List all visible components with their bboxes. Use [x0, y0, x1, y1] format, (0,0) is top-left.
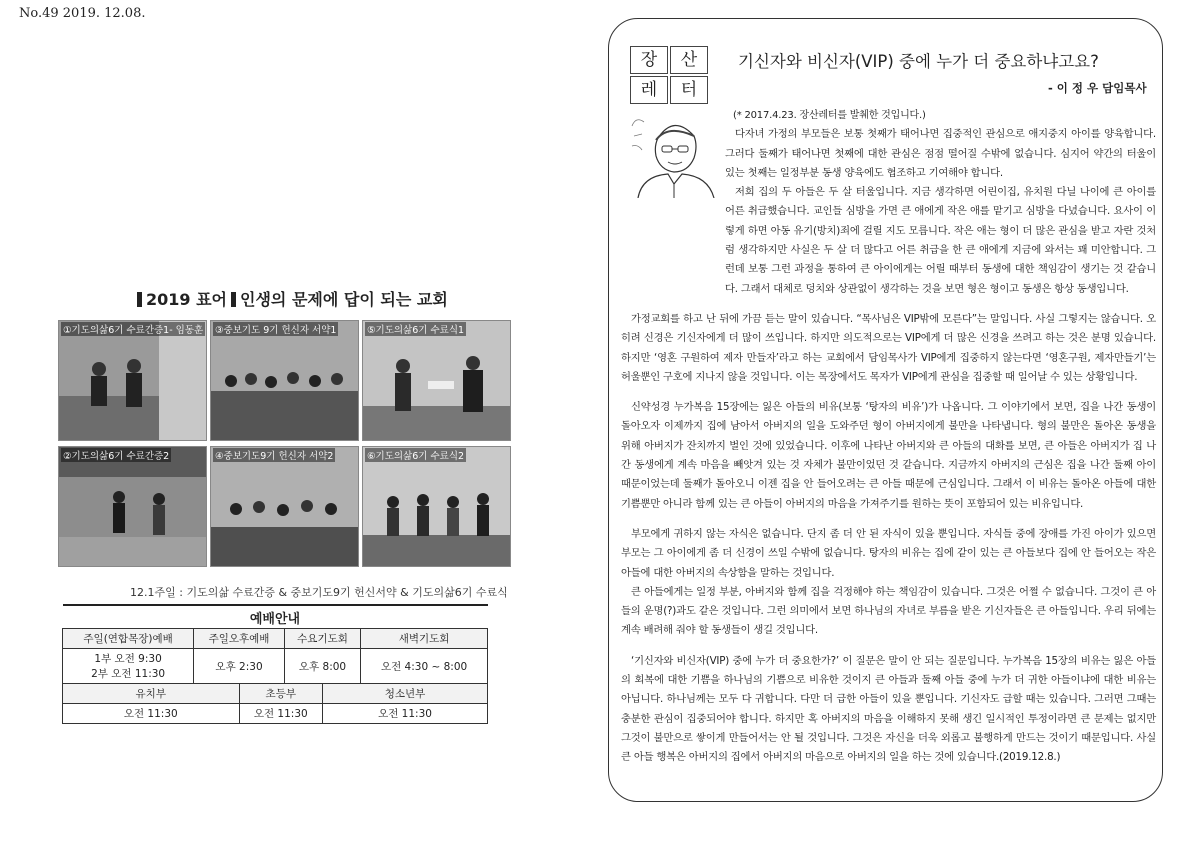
- time-second-service: 2부 오전 11:30: [91, 668, 166, 680]
- photo-3-caption: ⑤기도의삶6기 수료식1: [365, 322, 466, 336]
- photo-5: [210, 446, 359, 567]
- time-wednesday-prayer: 오후 8:00: [284, 649, 360, 684]
- yearly-motto: [133, 287, 448, 310]
- photo-1-caption: ①기도의삶6기 수료간증1- 임동훈: [61, 322, 205, 336]
- letter-badge: [630, 46, 718, 104]
- schedule-time-row-1: [63, 649, 488, 684]
- time-dawn-prayer: 오전 4:30 ~ 8:00: [361, 649, 488, 684]
- photo-1-image: [59, 321, 207, 441]
- badge-char-2: 산: [670, 46, 708, 74]
- badge-char-3: 레: [630, 76, 668, 104]
- label-elementary: 초등부: [239, 684, 323, 704]
- photo-6-image: [363, 447, 511, 567]
- schedule-title: 예배안내: [63, 605, 488, 629]
- badge-char-1: 장: [630, 46, 668, 74]
- label-sunday-afternoon: 주일오후예배: [194, 629, 285, 649]
- schedule-label-row-1: [63, 629, 488, 649]
- photo-2-image: [211, 321, 359, 441]
- photo-4-image: [59, 447, 207, 567]
- paragraph-2: 저희 집의 두 아들은 두 살 터울입니다. 지금 생각하면 어린이집, 유치원 다닐 나이에 큰 아이를 어른 취급했습니다. 교인들 심방을 가면 큰 애에게 작은 애를 맡기고 심방을 다녔습니다. 요사이 이렇게 하면 아동 유기(방치)죄에 걸릴 지도 모릅니다. 작은 애는 형이 더 많은 관심을 받고 자란 것처럼 생각하지만 사실은 두 살 더 많다고 어른 취급을 한 큰 애에게 지금에 와서는 꽤 미안합니다. 그런데 보통 그런 과정을 통하여 큰 아이에게는 어릴 때부터 동생에 대한 책임감이 생기는 것 같습니다. 그래서 대체로 덩치와 상관없이 생각하는 것을 보면 형은 형이고 동생은 항상 동생입니다.: [725, 186, 1156, 295]
- letter-body: [621, 106, 1156, 768]
- schedule-time-row-2: [63, 704, 488, 724]
- label-dawn-prayer: 새벽기도회: [361, 629, 488, 649]
- photo-2: [210, 320, 359, 441]
- worship-schedule-table: [62, 604, 488, 724]
- paragraph-gap: [621, 299, 1156, 310]
- label-kindergarten: 유치부: [63, 684, 240, 704]
- time-elementary: 오전 11:30: [239, 704, 323, 724]
- time-kindergarten: 오전 11:30: [63, 704, 240, 724]
- schedule-title-row: [63, 605, 488, 629]
- time-sunday-afternoon: 오후 2:30: [194, 649, 285, 684]
- label-sunday-service: 주일(연합목장)예배: [63, 629, 194, 649]
- schedule-label-row-2: [63, 684, 488, 704]
- label-wednesday-prayer: 수요기도회: [284, 629, 360, 649]
- photo-6: [362, 446, 511, 567]
- letter-note: (* 2017.4.23. 장산레터를 발췌한 것입니다.): [733, 110, 926, 121]
- paragraph-3: 가정교회를 하고 난 뒤에 가끔 듣는 말이 있습니다. “목사님은 VIP밖에 모른다”는 말입니다. 사실 그렇지는 않습니다. 오히려 신경은 기신자에게 더 많이 쓰입니다. 하지만 의도적으로는 VIP에게 더 많은 신경을 쓰려고 하는 것은 분명 있습니다. 하지만 ‘영혼 구원하여 제자 만들자’라고 하는 교회에서 담임목사가 VIP에게 집중하지 않는다면 ‘영혼구원, 제자만들기’는 허울뿐인 구호에 지나지 않을 것입니다. 이는 목장에서도 목자가 VIP에게 관심을 집중할 때 일어날 수 있는 상황입니다.: [621, 312, 1156, 383]
- photo-2-caption: ③중보기도 9기 헌신자 서약1: [213, 322, 338, 336]
- paragraph-5: 부모에게 귀하지 않는 자식은 없습니다. 단지 좀 더 안 된 자식이 있을 뿐입니다. 자식들 중에 장애를 가진 아이가 있으면 부모는 그 아이에게 좀 더 신경이 쓰일 수밖에 없습니다. 탕자의 비유는 집에 같이 있는 큰 아들보다 집에 안 들어오는 작은 아들에 대한 아버지의 속상함을 말하는 것입니다.: [621, 527, 1156, 579]
- paragraph-gap: [621, 514, 1156, 525]
- letter-author: - 이 정 우 담임목사: [1048, 81, 1147, 95]
- paragraph-6: 큰 아들에게는 일정 부분, 아버지와 함께 집을 걱정해야 하는 책임감이 있습니다. 그것은 어쩔 수 없습니다. 그것이 큰 아들의 운명(?)과도 같은 것입니다. 그런 의미에서 보면 하나님의 자녀로 부름을 받은 기신자들은 큰 아들입니다. 우리 뒤에는 계속 배려해 줘야 할 동생들이 생길 것입니다.: [621, 585, 1156, 637]
- photo-5-caption: ④중보기도9기 헌신자 서약2: [213, 448, 335, 462]
- paragraph-gap: [621, 387, 1156, 398]
- paragraph-gap: [621, 641, 1156, 652]
- photo-3-image: [363, 321, 511, 441]
- paragraph-1: 다자녀 가정의 부모들은 보통 첫째가 태어나면 집중적인 관심으로 애지중지 아이를 양육합니다. 그러다 둘째가 태어나면 첫째에 대한 관심은 점점 떨어질 수밖에 없습니다. 심지어 약간의 터울이 있는 첫째는 일정부분 동생 양육에도 협조하고 기여해야 합니다.: [725, 128, 1156, 179]
- time-first-service: 1부 오전 9:30: [94, 653, 162, 665]
- time-youth: 오전 11:30: [323, 704, 488, 724]
- label-youth: 청소년부: [323, 684, 488, 704]
- photo-5-image: [211, 447, 359, 567]
- time-sunday-service: [63, 649, 194, 684]
- motto-label: 2019 표어: [146, 290, 228, 309]
- photo-summary-caption: 12.1주일 : 기도의삶 수료간증 & 중보기도9기 헌신서약 & 기도의삶6기 수료식: [130, 586, 508, 599]
- photo-4: [58, 446, 207, 567]
- motto-bar-left: [137, 292, 142, 307]
- letter-title: 기신자와 비신자(VIP) 중에 누가 더 중요하냐고요?: [738, 52, 1099, 71]
- motto-text: 인생의 문제에 답이 되는 교회: [240, 290, 448, 309]
- photo-6-caption: ⑥기도의삶6기 수료식2: [365, 448, 466, 462]
- badge-char-4: 터: [670, 76, 708, 104]
- photo-grid: [58, 320, 512, 572]
- motto-bar-right: [231, 292, 236, 307]
- photo-3: [362, 320, 511, 441]
- photo-4-caption: ②기도의삶6기 수료간증2: [61, 448, 171, 462]
- paragraph-7: ‘기신자와 비신자(VIP) 중에 누가 더 중요한가?’ 이 질문은 말이 안 되는 질문입니다. 누가복음 15장의 비유는 잃은 아들의 회복에 대한 기쁨을 하나님의 기쁨으로 비유한 것이지 큰 아들과 둘째 아들 중에 누가 더 귀한 아들이냐에 대한 비유는 아닙니다. 하나님께는 모두 다 귀합니다. 다만 더 급한 아들이 있을 뿐입니다. 기신자도 급할 때는 있습니다. 그러면 그때는 충분한 관심이 집중되어야 합니다. 하지만 혹 아버지의 마음을 이해하지 못해 생긴 일시적인 투정이라면 큰 문제는 없지만 그것이 불만으로 쌓이게 만들어서는 안 될 것입니다. 그것은 자신을 더욱 외롭고 불행하게 만드는 것이기 때문입니다. 사실 큰 아들 행복은 아버지의 집에서 아버지의 마음으로 아버지의 일을 하는 것에 있습니다.(2019.12.8.): [621, 654, 1156, 764]
- paragraph-4: 신약성경 누가복음 15장에는 잃은 아들의 비유(보통 ‘탕자의 비유’)가 나옵니다. 그 이야기에서 보면, 집을 나간 동생이 돌아오자 이제까지 집에 남아서 아버지의 일을 도와주던 형이 아버지에게 불만을 나타냅니다. 형의 불만은 돌아온 동생을 위해 아버지가 잔치까지 벌인 것에 있었습니다. 이후에 나타난 아버지와 큰 아들의 대화를 보면, 큰 아들은 아버지가 집 나간 동생에게 계속 마음을 빼앗겨 있는 것 자체가 불만이었던 것 같습니다. 지금까지 아버지의 근심은 집을 나간 둘째 아이 때문이었는데 둘째가 돌아오니 이젠 집을 안 들어오려는 큰 아들 때문에 근심입니다. 그래서 이 비유는 돌아온 아들에 대한 기쁨뿐만 아니라 함께 있는 큰 아들이 아버지의 마음을 가져주기를 원하는 뜻이 포함되어 있는 비유입니다.: [621, 401, 1156, 510]
- photo-1: [58, 320, 207, 441]
- issue-number: No.49 2019. 12.08.: [19, 6, 146, 21]
